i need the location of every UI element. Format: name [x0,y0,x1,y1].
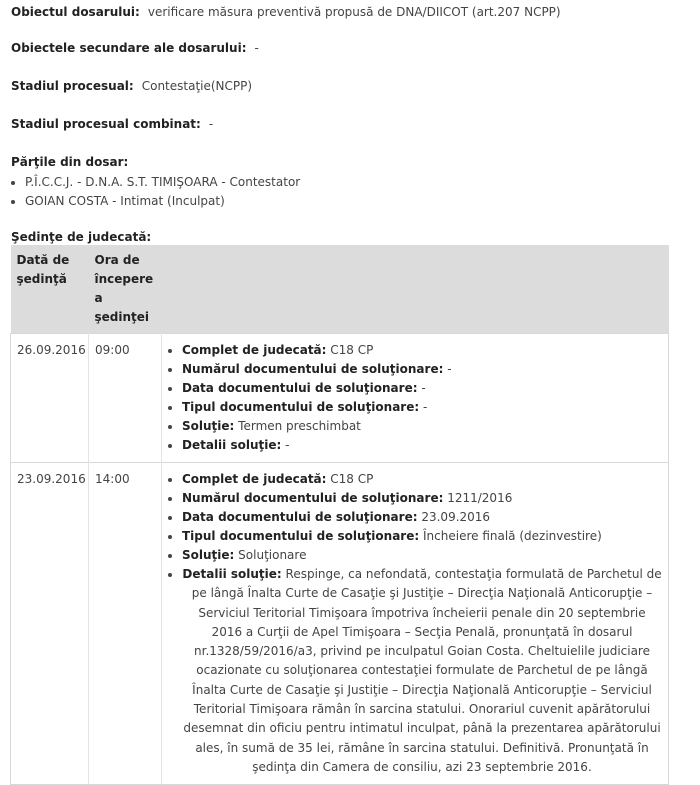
detail-label: Complet de judecată: [182,472,327,486]
hearing-date: 26.09.2016 [11,334,89,463]
detail-value: 23.09.2016 [421,510,491,524]
column-header-date: Dată de şedinţă [11,245,89,334]
detail-item [182,398,662,417]
hearings-table [10,245,669,785]
case-object-value: verificare măsura preventivă propusă de DNA/DIICOT (art.207 NCPP) [147,5,561,19]
detail-label: Detalii soluţie: [182,567,282,581]
column-header-time: Ora de începere a şedinţei [89,245,162,334]
detail-value: - [447,362,452,376]
procedural-stage-value: Contestaţie(NCPP) [141,79,253,93]
hearing-time: 09:00 [89,334,162,463]
detail-label: Complet de judecată: [182,343,327,357]
secondary-objects-field [11,41,259,55]
case-object-field [11,5,561,19]
detail-label: Tipul documentului de soluţionare: [182,529,420,543]
parties-label: Părţile din dosar: [11,155,129,169]
hearing-date: 23.09.2016 [11,463,89,785]
detail-item [182,489,662,508]
parties-section [11,155,300,211]
procedural-stage-field [11,79,252,93]
detail-label: Numărul documentului de soluţionare: [182,491,444,505]
detail-label: Data documentului de soluţionare: [182,381,418,395]
hearing-time: 14:00 [89,463,162,785]
detail-value: Termen preschimbat [238,419,361,433]
detail-value: - [423,400,428,414]
party-item: • P.Î.C.C.J. - D.N.A. S.T. TIMIŞOARA - Contestator [25,173,300,192]
detail-label: Soluţie: [182,419,235,433]
detail-item [182,436,662,455]
detail-item [182,508,662,527]
detail-label: Detalii soluţie: [182,438,282,452]
detail-value: - [421,381,426,395]
hearing-row [11,334,669,463]
hearing-details [162,334,669,463]
detail-label: Tipul documentului de soluţionare: [182,400,420,414]
hearings-header-row [11,245,669,334]
detail-label: Numărul documentului de soluţionare: [182,362,444,376]
detail-label: Data documentului de soluţionare: [182,510,418,524]
detail-item [182,470,662,489]
combined-stage-label: Stadiul procesual combinat: [11,117,201,131]
detail-item [182,360,662,379]
detail-item [182,546,662,565]
detail-value: Încheiere finală (dezinvestire) [423,529,602,543]
case-object-label: Obiectul dosarului: [11,5,140,19]
column-header-details [162,245,669,334]
detail-value: - [285,438,290,452]
detail-value: Respinge, ca nefondată, contestaţia formulată de Parchetul de pe lângă Înalta Curte de Casaţie şi Justiţie – Direcţia Naţională Anticorupţie – Serviciul Teritorial Timişoara împotriva încheierii penale din 20 septembrie 2016 a Curţii de Apel Timişoara – Secţia Penală, pronunţată în dosarul nr.1328/59/2016/a3, privind pe inculpatul Goian Costa. Cheltuielile judiciare ocazionate cu soluţionarea contestaţiei formulate de Parchetul de pe lângă Înalta Curte de Casaţie şi Justiţie – Direcţia Naţională Anticorupţie – Serviciul Teritorial Timişoara rămân în sarcina statului. Onorariul cuvenit apărătorului desemnat din oficiu pentru intimatul inculpat, până la prezentarea apărătorului ales, în sumă de 35 lei, rămâne în sarcina statului. Definitivă. Pronunţată în şedinţa din Camera de consiliu, azi 23 septembrie 2016. [183,567,662,774]
parties-list [11,173,300,211]
detail-value: 1211/2016 [447,491,513,505]
detail-item [182,417,662,436]
hearings-title: Şedinţe de judecată: [11,230,152,244]
detail-label: Soluţie: [182,548,235,562]
combined-stage-field [11,117,213,131]
detail-item [182,527,662,546]
detail-value: C18 CP [330,343,374,357]
hearing-row [11,463,669,785]
secondary-objects-label: Obiectele secundare ale dosarului: [11,41,247,55]
secondary-objects-value: - [254,41,259,55]
detail-item [182,565,662,777]
detail-value: C18 CP [330,472,374,486]
party-item: • GOIAN COSTA - Intimat (Inculpat) [25,192,300,211]
procedural-stage-label: Stadiul procesual: [11,79,134,93]
detail-value: Soluţionare [238,548,307,562]
combined-stage-value: - [208,117,214,131]
hearing-details [162,463,669,785]
detail-item [182,341,662,360]
detail-item [182,379,662,398]
